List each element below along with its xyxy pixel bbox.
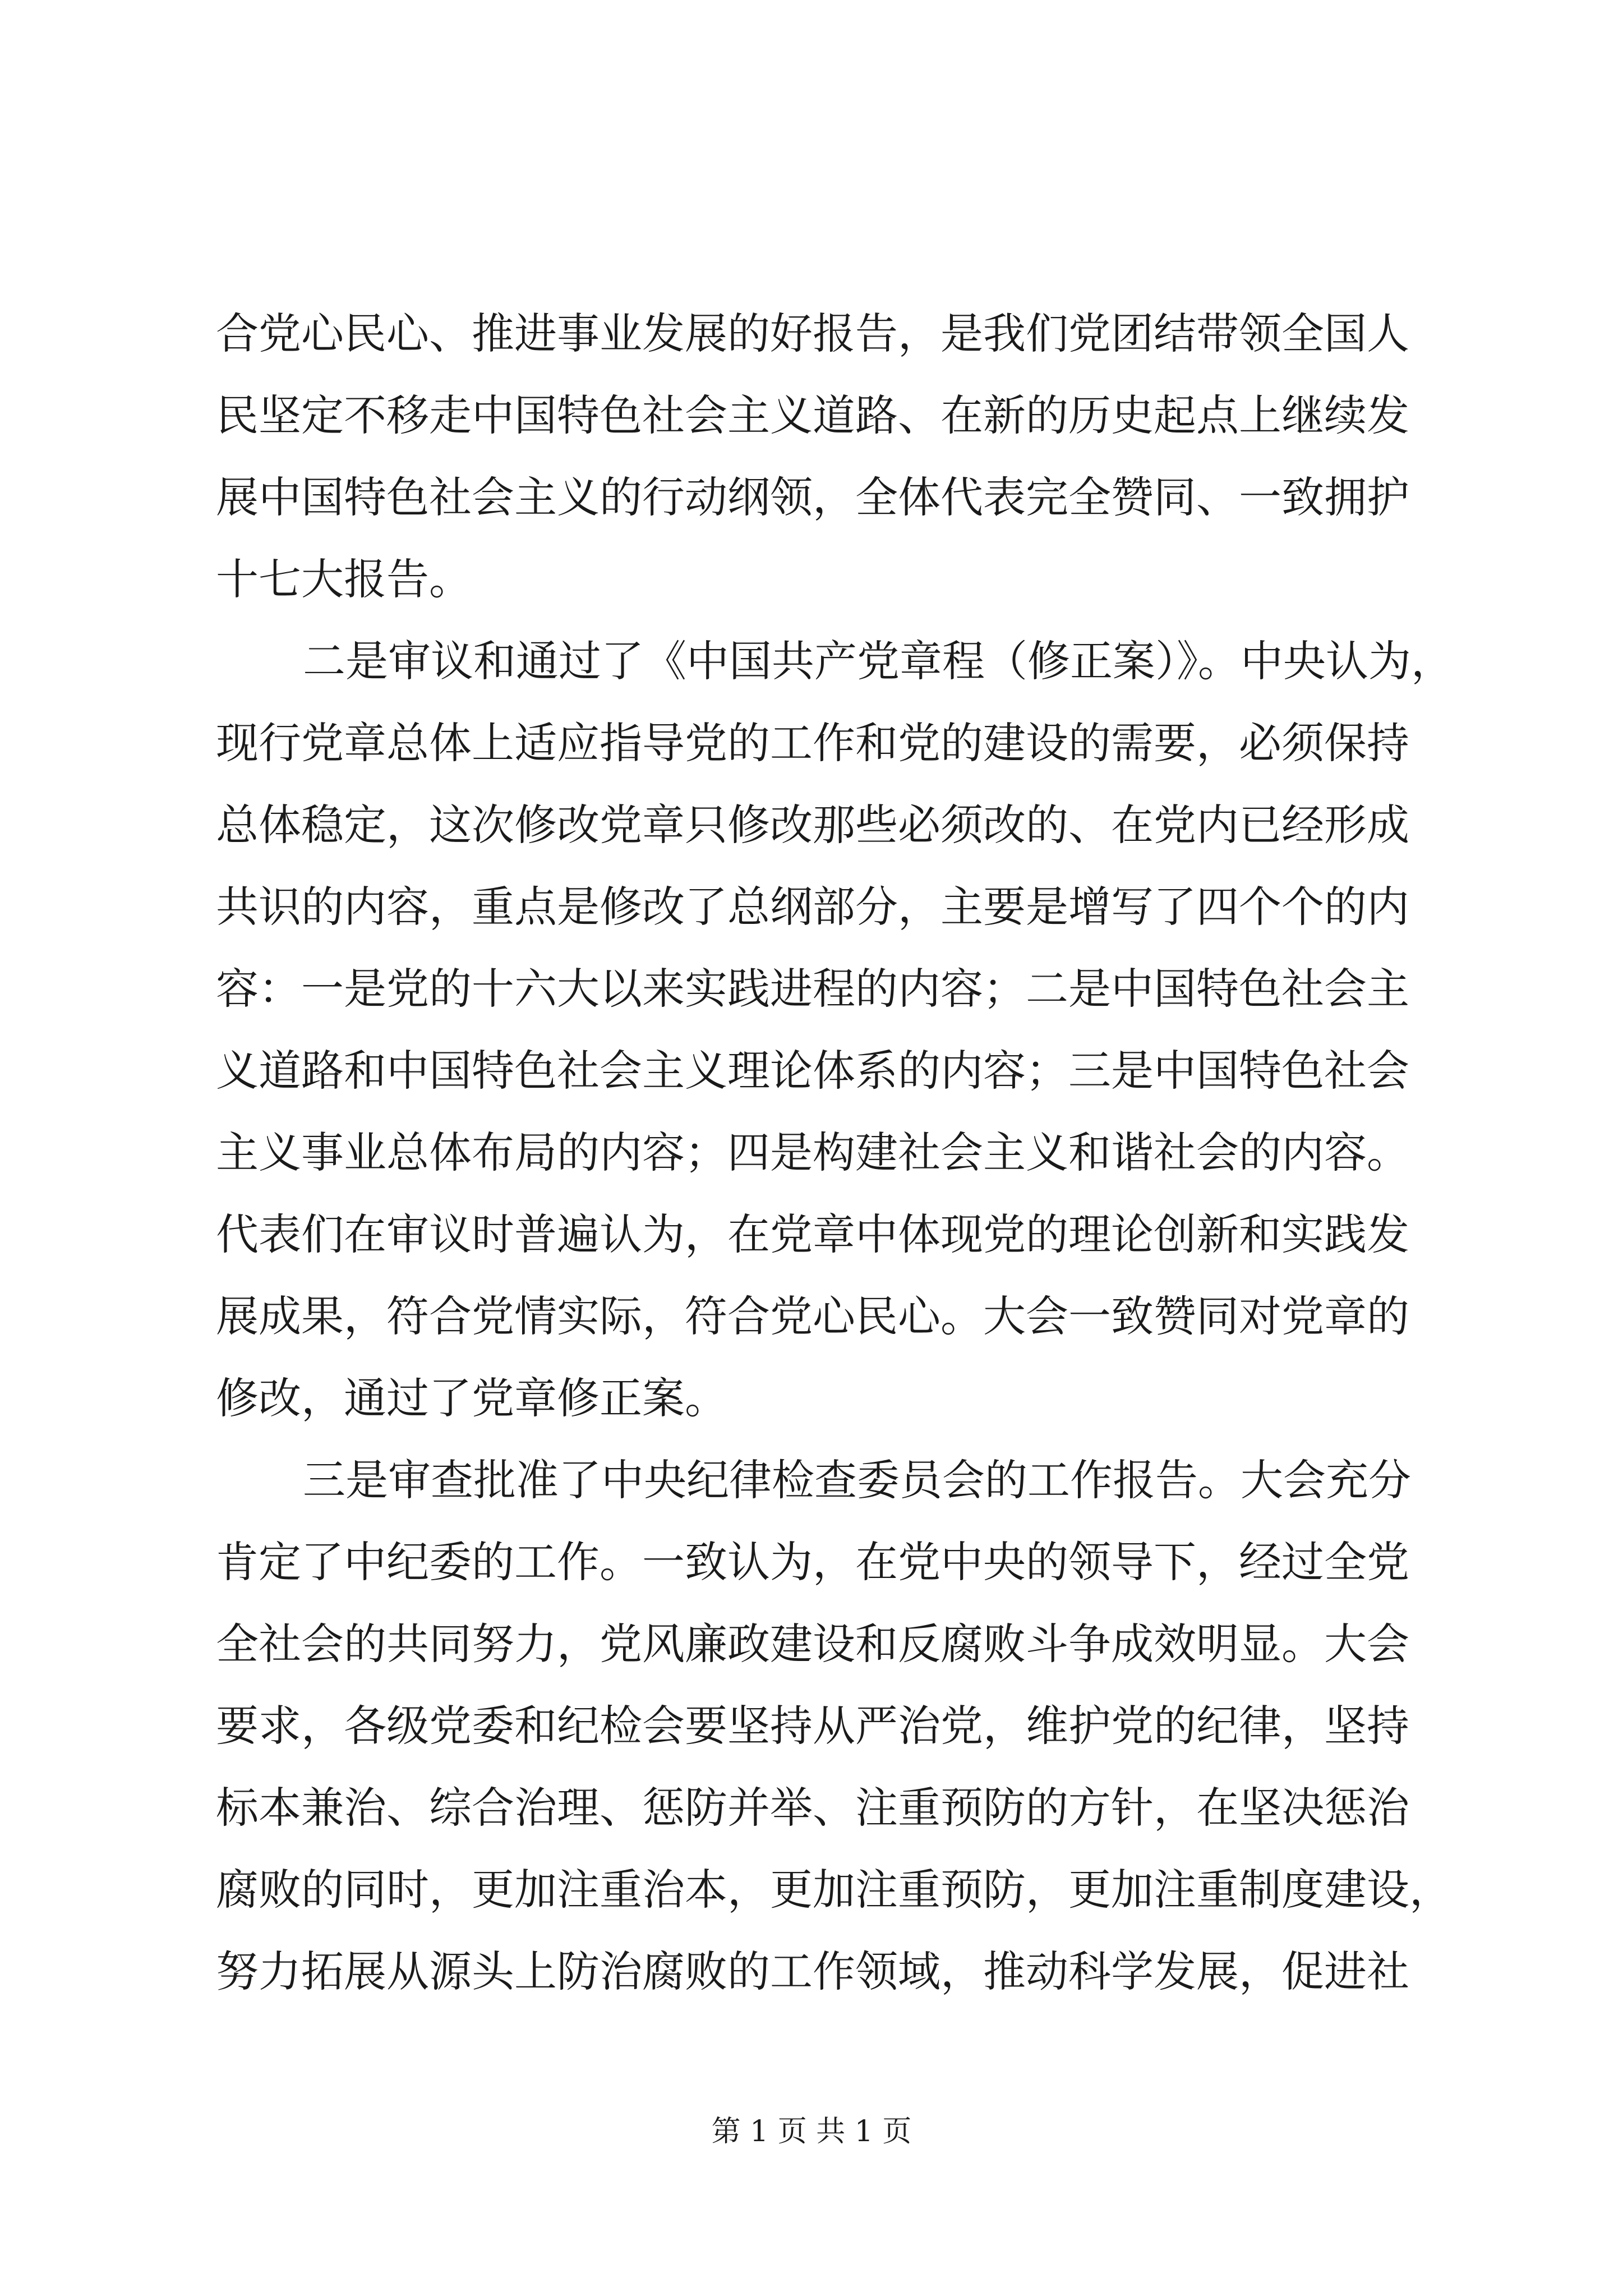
text-line: 现行党章总体上适应指导党的工作和党的建设的需要，必须保持 [216, 718, 1409, 768]
text-line: 展成果，符合党情实际，符合党心民心。大会一致赞同对党章的 [216, 1291, 1409, 1341]
text-line: 义道路和中国特色社会主义理论体系的内容；三是中国特色社会 [216, 1046, 1409, 1096]
text-line: 肯定了中纪委的工作。一致认为，在党中央的领导下，经过全党 [216, 1537, 1409, 1587]
text-line: 修改，通过了党章修正案。 [216, 1373, 727, 1423]
text-line: 民坚定不移走中国特色社会主义道路、在新的历史起点上继续发 [216, 390, 1409, 440]
text-line: 共识的内容，重点是修改了总纲部分，主要是增写了四个个的内 [216, 882, 1409, 932]
text-line: 全社会的共同努力，党风廉政建设和反腐败斗争成效明显。大会 [216, 1619, 1409, 1669]
text-line: 标本兼治、综合治理、惩防并举、注重预防的方针，在坚决惩治 [216, 1783, 1409, 1833]
text-line: 要求，各级党委和纪检会要坚持从严治党，维护党的纪律，坚持 [216, 1701, 1409, 1751]
text-line: 合党心民心、推进事业发展的好报告，是我们党团结带领全国人 [216, 309, 1409, 358]
text-line: 腐败的同时，更加注重治本，更加注重预防，更加注重制度建设， [216, 1865, 1452, 1915]
text-line: 努力拓展从源头上防治腐败的工作领域，推动科学发展，促进社 [216, 1947, 1409, 1996]
text-line: 容：一是党的十六大以来实践进程的内容；二是中国特色社会主 [216, 964, 1409, 1014]
text-line: 代表们在审议时普遍认为，在党章中体现党的理论创新和实践发 [216, 1209, 1409, 1259]
text-line: 展中国特色社会主义的行动纲领，全体代表完全赞同、一致拥护 [216, 472, 1409, 522]
text-line: 总体稳定，这次修改党章只修改那些必须改的、在党内已经形成 [216, 800, 1409, 850]
text-line: 主义事业总体布局的内容；四是构建社会主义和谐社会的内容。 [216, 1128, 1409, 1177]
paragraph-start-line: 二是审议和通过了《中国共产党章程（修正案）》。中央认为， [303, 636, 1454, 686]
text-line: 十七大报告。 [216, 554, 472, 604]
paragraph-start-line: 三是审查批准了中央纪律检查委员会的工作报告。大会充分 [303, 1455, 1411, 1505]
page-number-footer: 第 1 页 共 1 页 [711, 2115, 912, 2148]
